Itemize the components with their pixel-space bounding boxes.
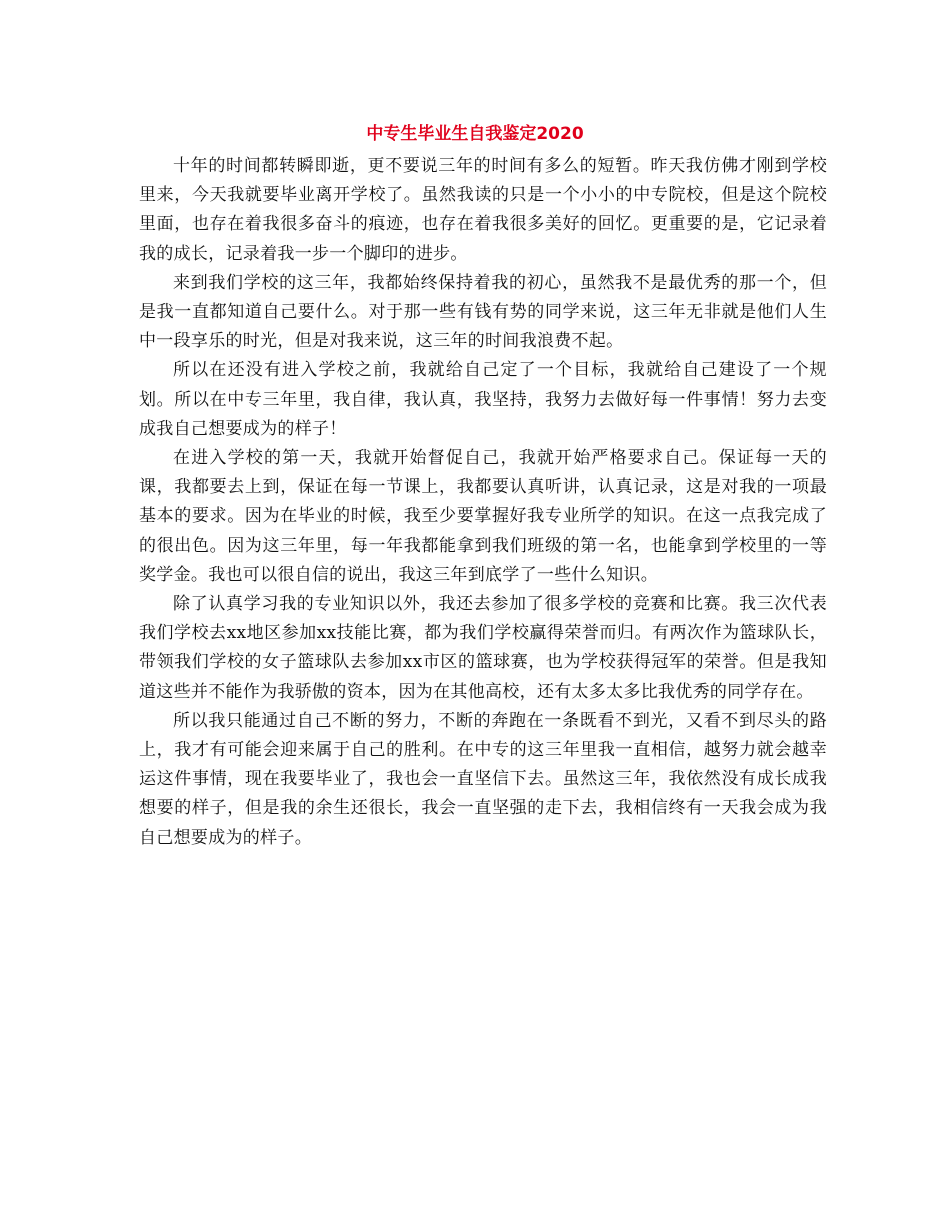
paragraph-5: 除了认真学习我的专业知识以外，我还去参加了很多学校的竞赛和比赛。我三次代表我们学校去xx地区参加xx技能比赛，都为我们学校赢得荣誉而归。有两次作为篮球队长，带领我们学校的女子篮球队去参加xx市区的篮球赛，也为学校获得冠军的荣誉。但是我知道这些并不能作为我骄傲的资本，因为在其他高校，还有太多太多比我优秀的同学存在。 [139,594,827,702]
paragraph-4: 在进入学校的第一天，我就开始督促自己，我就开始严格要求自己。保证每一天的课，我都要去上到，保证在每一节课上，我都要认真听讲，认真记录，这是对我的一项最基本的要求。因为在毕业的时候，我至少要掌握好我专业所学的知识。在这一点我完成了的很出色。因为这三年里，每一年我都能拿到我们班级的第一名，也能拿到学校里的一等奖学金。我也可以很自信的说出，我这三年到底学了一些什么知识。 [139,448,827,585]
paragraph-3: 所以在还没有进入学校之前，我就给自己定了一个目标，我就给自己建设了一个规划。所以在中专三年里，我自律，我认真，我坚持，我努力去做好每一件事情！努力去变成我自己想要成为的样子！ [139,360,827,439]
paragraph-6: 所以我只能通过自己不断的努力，不断的奔跑在一条既看不到光，又看不到尽头的路上，我才有可能会迎来属于自己的胜利。在中专的这三年里我一直相信，越努力就会越幸运这件事情，现在我要毕业了，我也会一直坚信下去。虽然这三年，我依然没有成长成我想要的样子，但是我的余生还很长，我会一直坚强的走下去，我相信终有一天我会成为我自己想要成为的样子。 [139,710,827,848]
document-body [139,152,827,853]
document-title: 中专生毕业生自我鉴定2020 [366,124,584,144]
paragraph-2: 来到我们学校的这三年，我都始终保持着我的初心，虽然我不是最优秀的那一个，但是我一直都知道自己要什么。对于那一些有钱有势的同学来说，这三年无非就是他们人生中一段享乐的时光，但是对我来说，这三年的时间我浪费不起。 [139,272,827,352]
paragraph-1: 十年的时间都转瞬即逝，更不要说三年的时间有多么的短暂。昨天我仿佛才刚到学校里来，今天我就要毕业离开学校了。虽然我读的只是一个小小的中专院校，但是这个院校里面，也存在着我很多奋斗的痕迹，也存在着我很多美好的回忆。更重要的是，它记录着我的成长，记录着我一步一个脚印的进步。 [139,156,827,264]
